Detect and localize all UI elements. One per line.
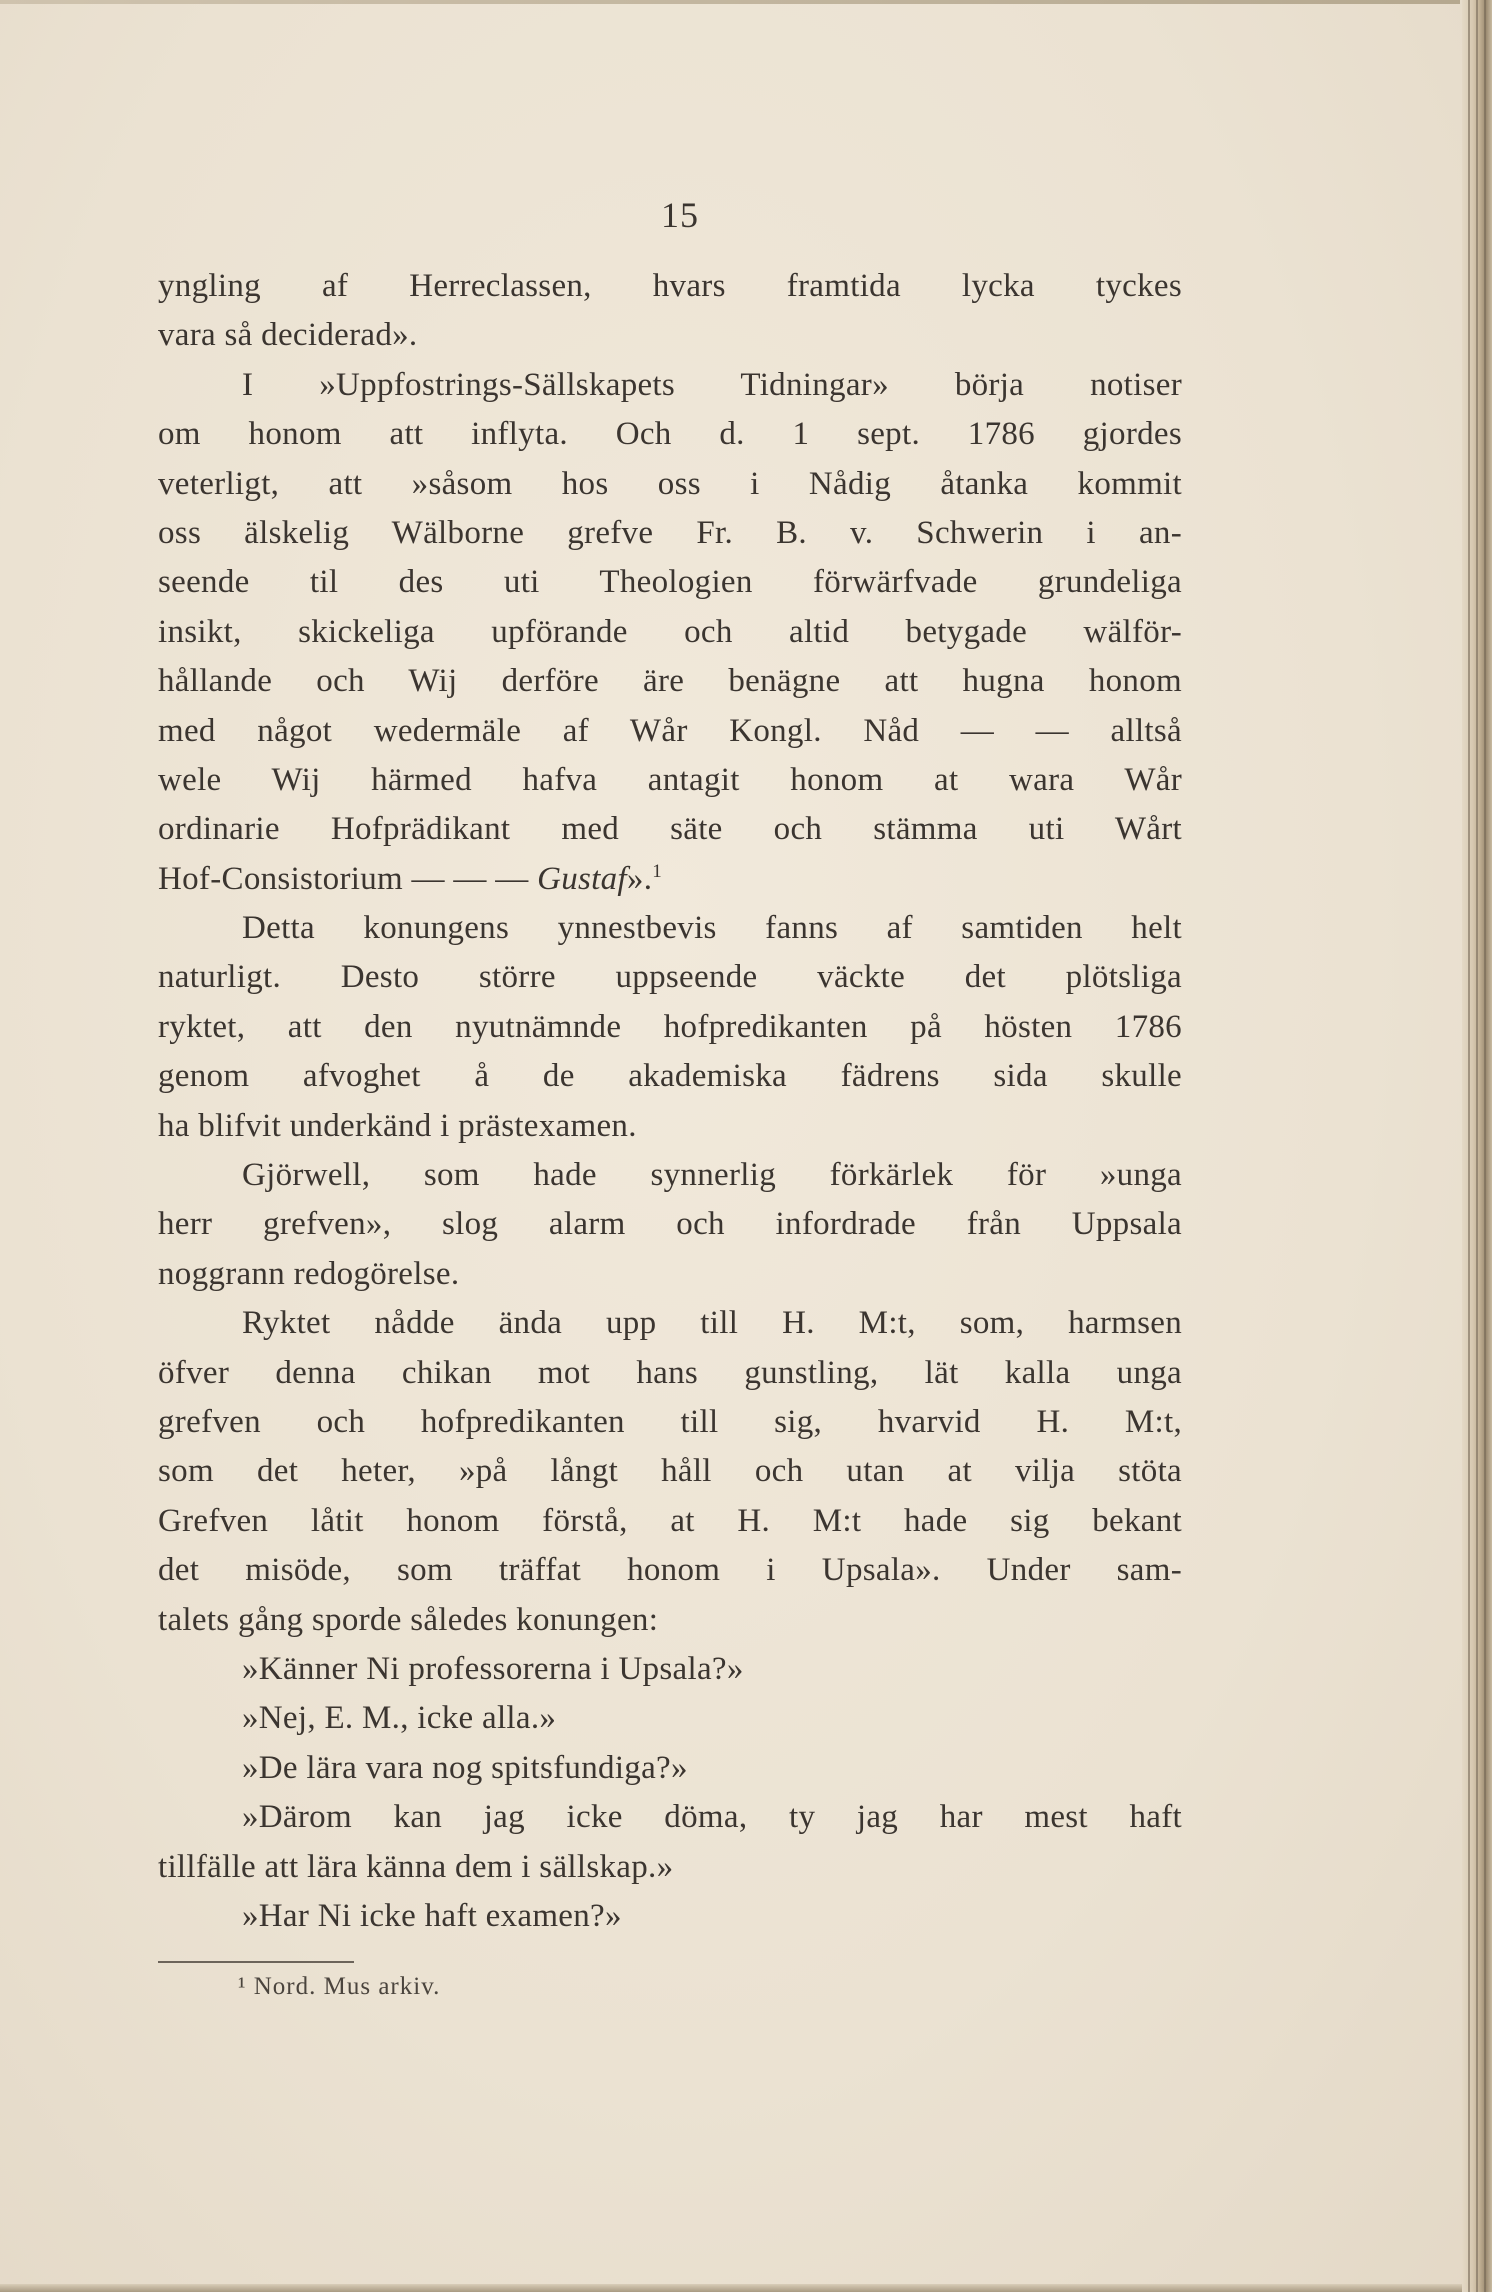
spine-line xyxy=(1484,0,1486,2292)
text-line: »De lära vara nog spitsfundiga?» xyxy=(242,1749,688,1786)
text-line: naturligt. Desto större uppseende väckte det plötsliga xyxy=(158,959,1182,996)
text-line xyxy=(158,855,1182,904)
text-line: »Känner Ni professorerna i Upsala?» xyxy=(242,1650,744,1687)
footnote: ¹ Nord. Mus arkiv. xyxy=(238,1973,441,2000)
text-line: Detta konungens ynnestbevis fanns af samtiden helt xyxy=(242,910,1182,947)
signature-gustaf: Gustaf xyxy=(537,860,627,897)
text-line: som det heter, »på långt håll och utan at vilja stöta xyxy=(158,1453,1182,1490)
body-text xyxy=(158,262,1182,1941)
text-line: talets gång sporde således konungen: xyxy=(158,1601,659,1638)
text-line: med något wedermäle af Wår Kongl. Nåd — — alltså xyxy=(158,712,1182,749)
text-line: I »Uppfostrings-Sällskapets Tidningar» börja notiser xyxy=(242,366,1182,403)
text-line: noggrann redogörelse. xyxy=(158,1255,460,1292)
text-line: Ryktet nådde ända upp till H. M:t, som, harmsen xyxy=(242,1305,1182,1342)
text-line: grefven och hofpredikanten till sig, hvarvid H. M:t, xyxy=(158,1403,1182,1440)
text-line: herr grefven», slog alarm och infordrade från Uppsala xyxy=(158,1206,1182,1243)
footnote-marker: 1 xyxy=(652,860,663,882)
text-line: tillfälle att lära känna dem i sällskap.» xyxy=(158,1848,674,1885)
page-top-edge xyxy=(0,0,1460,4)
text-line: om honom att inflyta. Och d. 1 sept. 1786 gjordes xyxy=(158,416,1182,453)
text-line: veterligt, att »såsom hos oss i Nådig åtanka kommit xyxy=(158,465,1182,502)
text-line: ryktet, att den nyutnämnde hofpredikanten på hösten 1786 xyxy=(158,1008,1182,1045)
spine-line xyxy=(1468,0,1470,2292)
text-line: ordinarie Hofprädikant med säte och stämma uti Wårt xyxy=(158,811,1182,848)
text-line: öfver denna chikan mot hans gunstling, lät kalla unga xyxy=(158,1354,1182,1391)
page-bottom-edge xyxy=(0,2284,1470,2292)
text-line: »Har Ni icke haft examen?» xyxy=(242,1897,622,1934)
text-line: oss älskelig Wälborne grefve Fr. B. v. Schwerin i an- xyxy=(158,514,1182,551)
text-line: vara så deciderad». xyxy=(158,317,418,354)
text-line: »Därom kan jag icke döma, ty jag har mest haft xyxy=(242,1799,1182,1836)
page-number: 15 xyxy=(661,195,699,235)
text-line: seende til des uti Theologien förwärfvade grundeliga xyxy=(158,564,1182,601)
footnote-divider xyxy=(158,1961,354,1963)
text-line: »Nej, E. M., icke alla.» xyxy=(242,1700,557,1737)
text-line: genom afvoghet å de akademiska fädrens sida skulle xyxy=(158,1058,1182,1095)
text-line: Grefven låtit honom förstå, at H. M:t hade sig bekant xyxy=(158,1502,1182,1539)
text-line: insikt, skickeliga upförande och altid betygade wälför- xyxy=(158,613,1182,650)
text-line: wele Wij härmed hafva antagit honom at wara Wår xyxy=(158,761,1182,798)
book-spine xyxy=(1462,0,1492,2292)
spine-line xyxy=(1476,0,1478,2292)
text-line: yngling af Herreclassen, hvars framtida lycka tyckes xyxy=(158,268,1182,304)
text-line: hållande och Wij derföre äre benägne att hugna honom xyxy=(158,663,1182,700)
text-line: Gjörwell, som hade synnerlig förkärlek för »unga xyxy=(242,1157,1182,1194)
text-line: ha blifvit underkänd i prästexamen. xyxy=(158,1107,637,1144)
text-line-content: Hof-Consistorium — — — Gustaf». xyxy=(158,860,653,897)
text-line: det misöde, som träffat honom i Upsala». Under sam- xyxy=(158,1552,1182,1589)
